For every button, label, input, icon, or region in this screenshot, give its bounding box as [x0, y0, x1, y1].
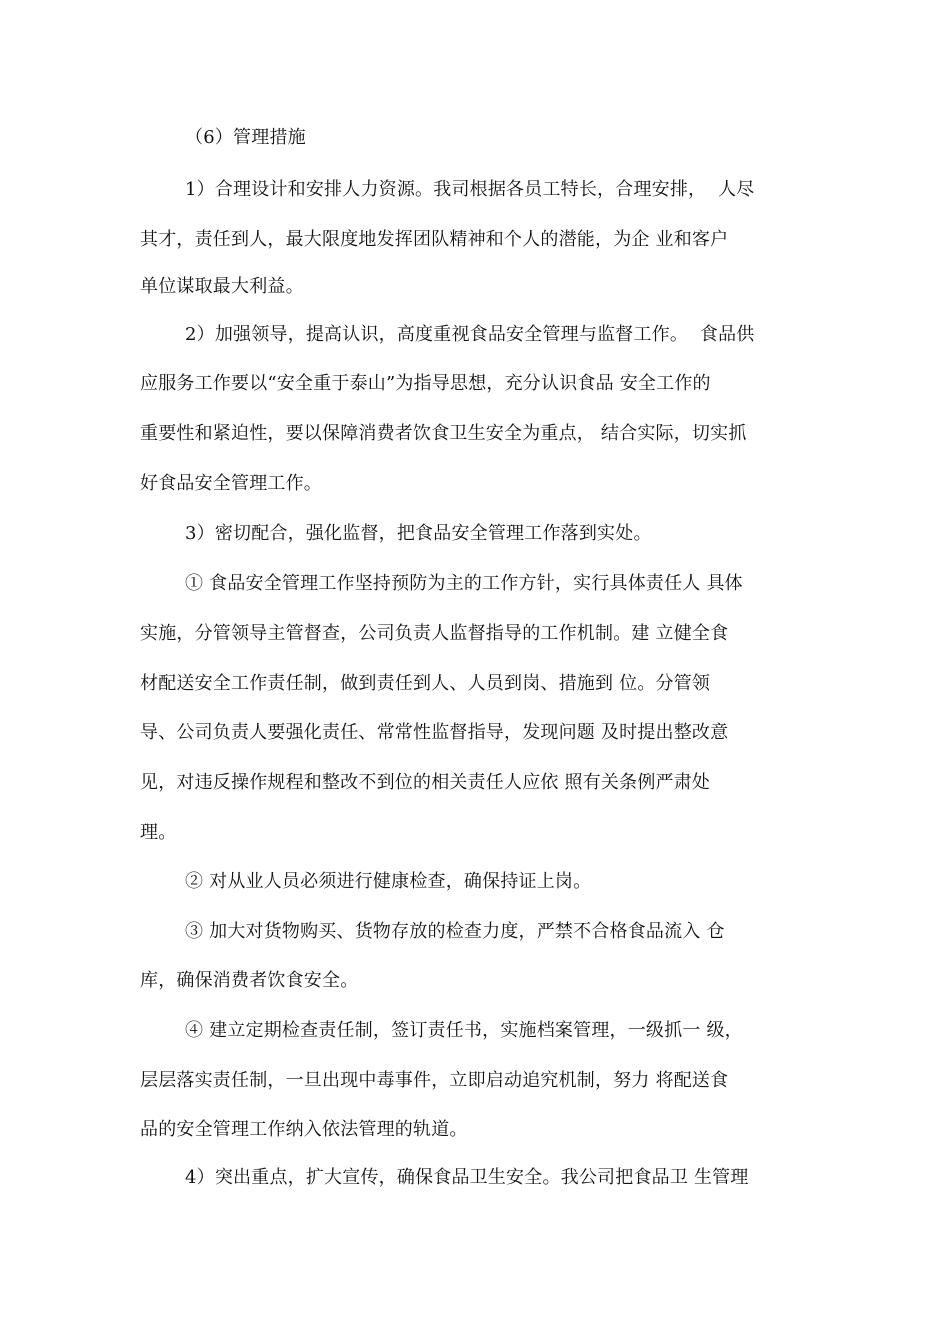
paragraph-2-line-4: 好食品安全管理工作。	[140, 473, 322, 494]
item-2-line-1: ② 对从业人员必须进行健康检查，确保持证上岗。	[185, 871, 592, 892]
item-3-line-2: 库，确保消费者饮食安全。	[140, 970, 359, 991]
item-1-line-5: 见，对违反操作规程和整改不到位的相关责任人应依 照有关条例严肃处	[140, 772, 711, 793]
paragraph-2-line-2: 应服务工作要以“安全重于泰山”为指导思想，充分认识食品 安全工作的	[140, 373, 711, 394]
paragraph-1-line-3: 单位谋取最大利益。	[140, 276, 304, 297]
item-4-line-3: 品的安全管理工作纳入依法管理的轨道。	[140, 1119, 468, 1140]
item-3-line-1: ③ 加大对货物购买、货物存放的检查力度，严禁不合格食品流入 仓	[185, 921, 725, 942]
paragraph-2-line-1: 2）加强领导，提高认识，高度重视食品安全管理与监督工作。 食品供	[185, 324, 755, 345]
paragraph-1-line-2: 其才，责任到人，最大限度地发挥团队精神和个人的潜能，为企 业和客户	[140, 229, 729, 250]
item-4-line-1: ④ 建立定期检查责任制，签订责任书，实施档案管理，一级抓一 级，	[185, 1020, 743, 1041]
item-1-line-1: ① 食品安全管理工作坚持预防为主的工作方针，实行具体责任人 具体	[185, 573, 743, 594]
paragraph-3-line-1: 3）密切配合，强化监督，把食品安全管理工作落到实处。	[185, 523, 652, 544]
item-1-line-3: 材配送安全工作责任制，做到责任到人、人员到岗、措施到 位。分管领	[140, 673, 711, 694]
paragraph-4-line-1: 4）突出重点，扩大宣传，确保食品卫生安全。我公司把食品卫 生管理	[185, 1167, 749, 1188]
item-1-line-4: 导、公司负责人要强化责任、常常性监督指导，发现问题 及时提出整改意	[140, 722, 729, 743]
section-heading: （6）管理措施	[185, 127, 306, 148]
item-4-line-2: 层层落实责任制，一旦出现中毒事件，立即启动追究机制，努力 将配送食	[140, 1070, 729, 1091]
paragraph-2-line-3: 重要性和紧迫性，要以保障消费者饮食卫生安全为重点， 结合实际，切实抓	[140, 423, 747, 444]
paragraph-1-line-1: 1）合理设计和安排人力资源。我司根据各员工特长，合理安排， 人尽	[185, 179, 755, 200]
item-1-line-6: 理。	[140, 822, 177, 843]
item-1-line-2: 实施，分管领导主管督查，公司负责人监督指导的工作机制。建 立健全食	[140, 623, 729, 644]
